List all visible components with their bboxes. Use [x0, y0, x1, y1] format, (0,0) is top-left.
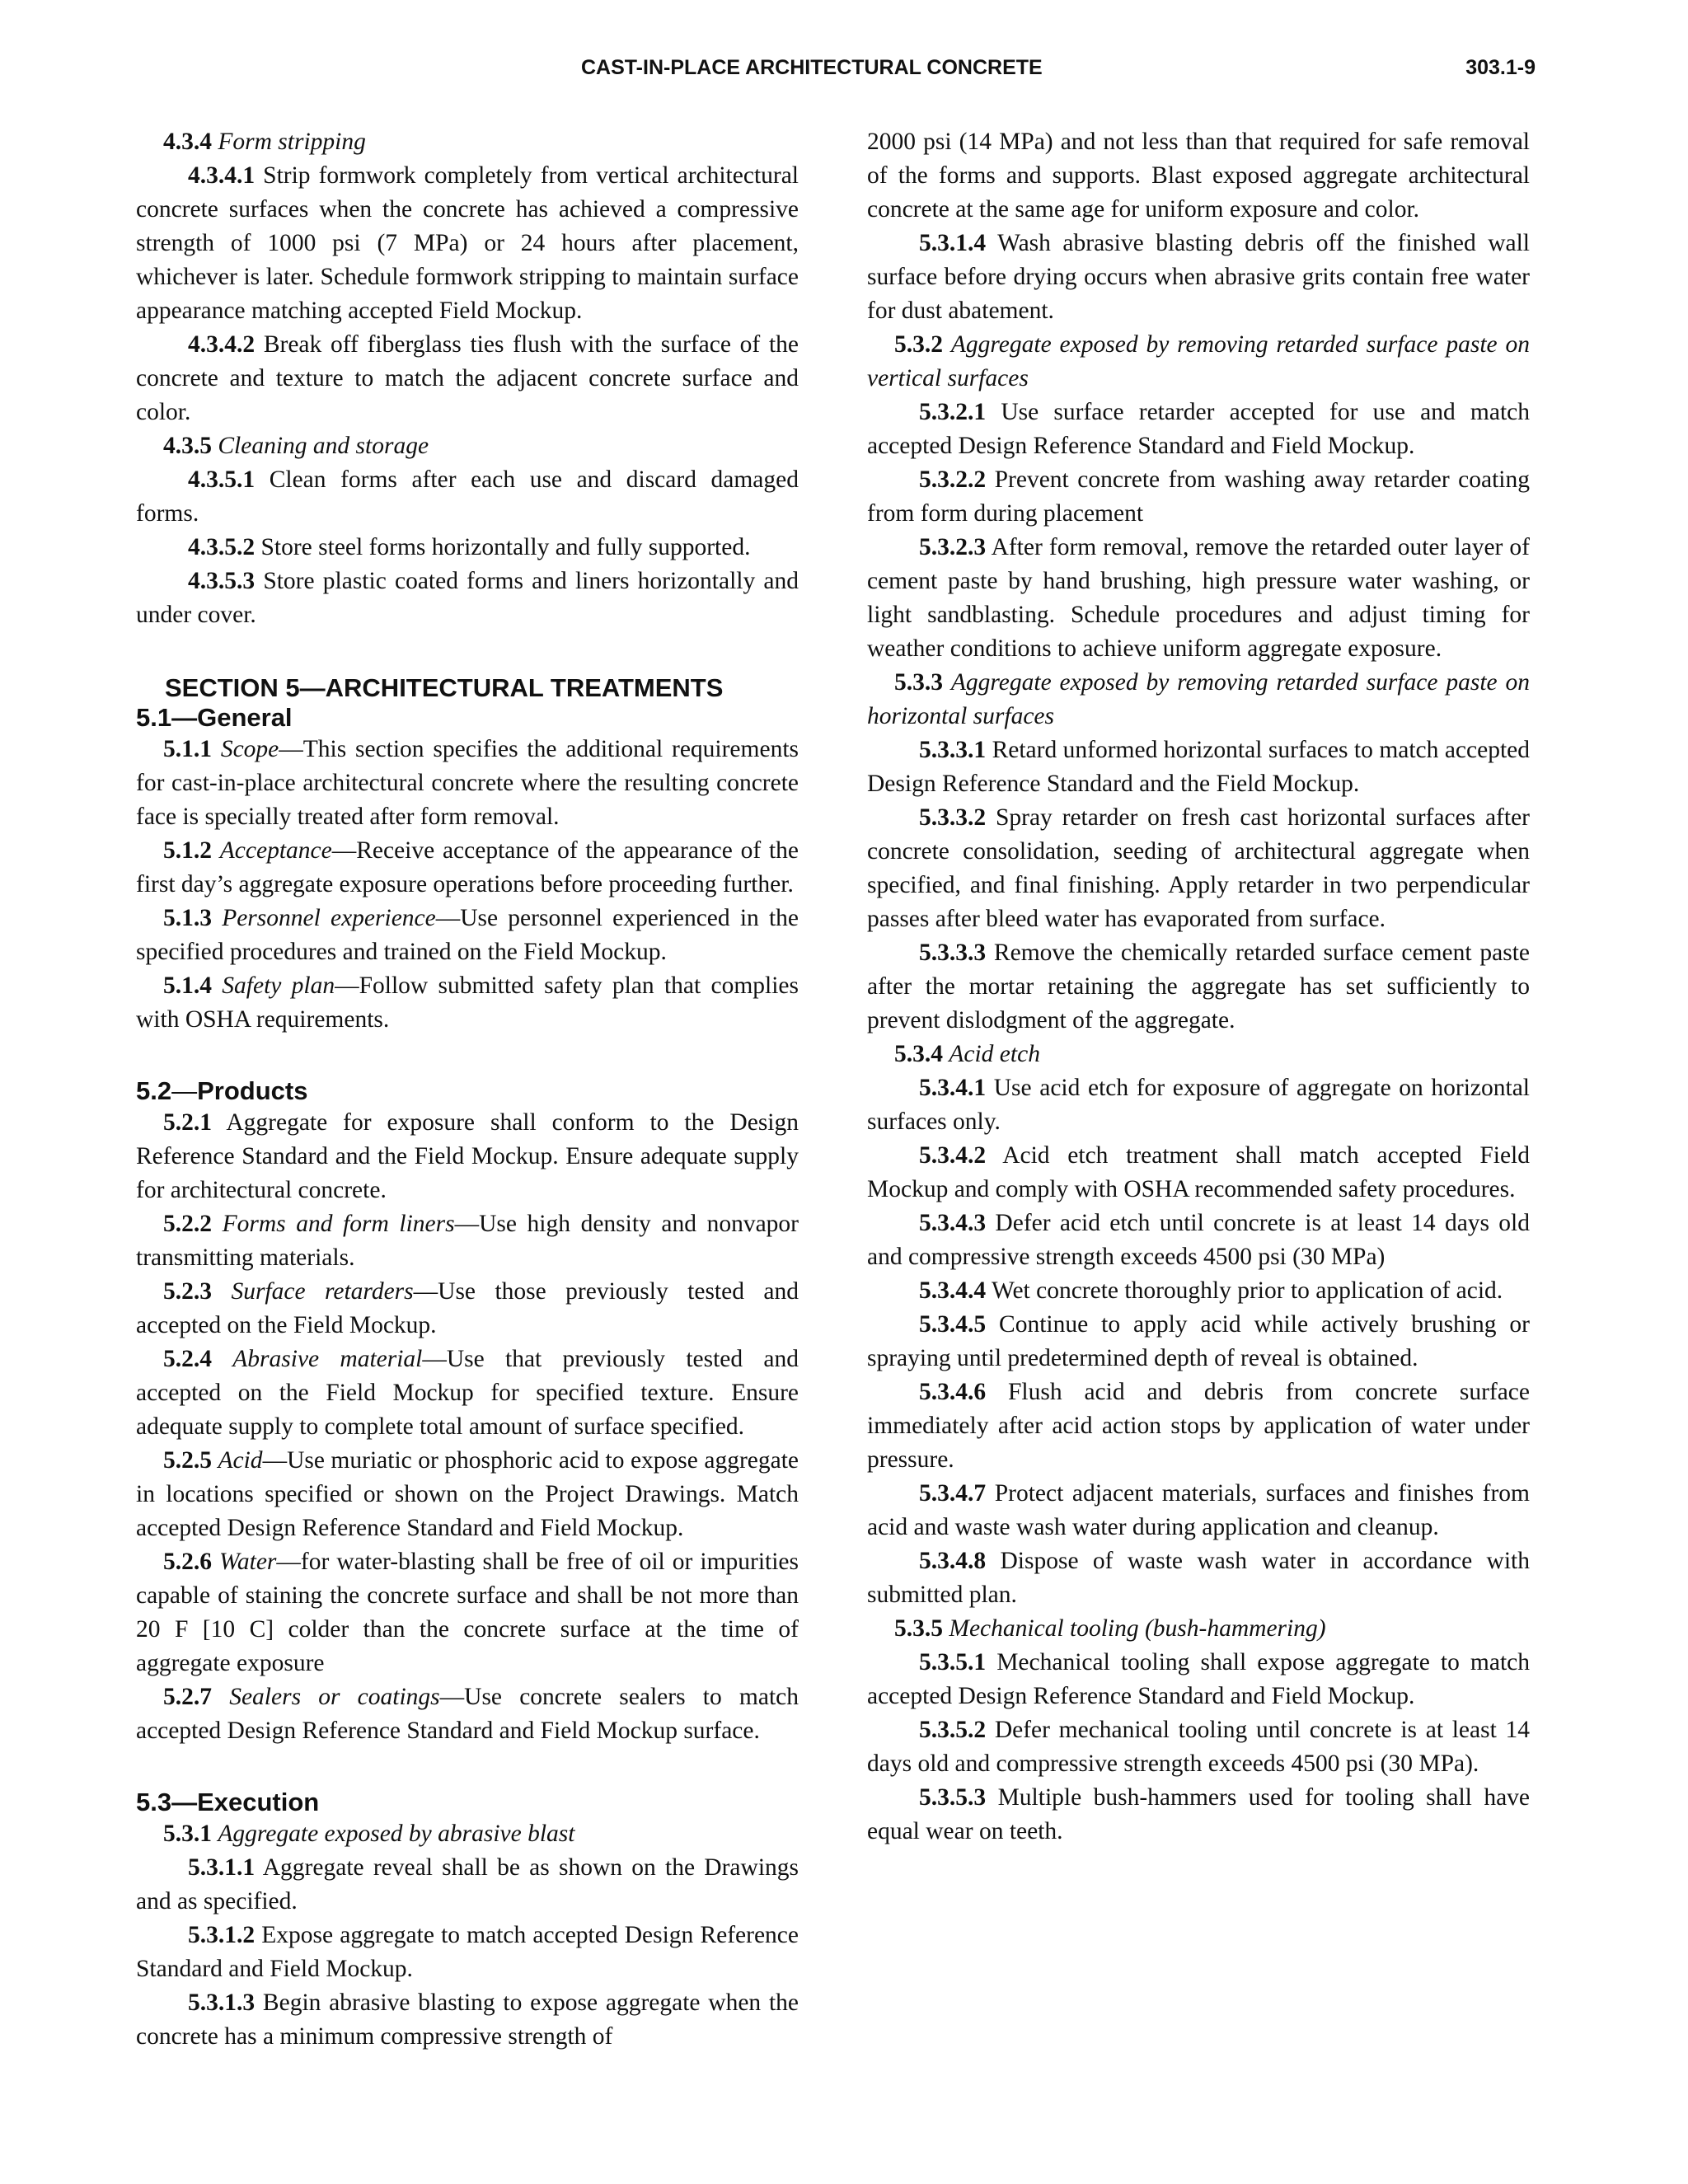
- subsection-heading: 5.3.2 Aggregate exposed by removing retarded surface paste on vertical surfaces: [867, 331, 1531, 391]
- left-column: [136, 125, 799, 2054]
- paragraph: 4.3.4.1 Strip formwork completely from vertical architectural concrete surfaces when the concrete has achieved a compressive strength of 1000 psi (7 MPa) or 24 hours after placement, whichever is later. Schedule formwork stripping to maintain surface appearance matching accepted Field Mockup.: [136, 162, 799, 324]
- paragraph: 5.3.4.6 Flush acid and debris from concrete surface immediately after acid action stops by application of water under pressure.: [867, 1379, 1530, 1473]
- paragraph: 5.3.4.1 Use acid etch for exposure of aggregate on horizontal surfaces only.: [867, 1075, 1531, 1135]
- paragraph: 5.3.1.1 Aggregate reveal shall be as shown on the Drawings and as specified.: [136, 1854, 799, 1915]
- paragraph: 5.2.4 Abrasive material—Use that previously tested and accepted on the Field Mockup for specified texture. Ensure adequate supply to complete total amount of surface specified.: [136, 1346, 799, 1440]
- paragraph: 5.3.4.7 Protect adjacent materials, surfaces and finishes from acid and waste wash water during application and cleanup.: [867, 1480, 1531, 1540]
- subsection-heading: 5.3.4 Acid etch: [894, 1041, 1040, 1067]
- paragraph: 5.3.4.3 Defer acid etch until concrete is at least 14 days old and compressive strength exceeds 4500 psi (30 MPa): [867, 1210, 1531, 1270]
- paragraph: 5.3.4.4 Wet concrete thoroughly prior to application of acid.: [919, 1277, 1503, 1304]
- running-title: CAST-IN-PLACE ARCHITECTURAL CONCRETE: [581, 56, 1043, 79]
- subsection-heading: 5.3.1 Aggregate exposed by abrasive blast: [163, 1821, 575, 1847]
- paragraph: 5.3.5.1 Mechanical tooling shall expose aggregate to match accepted Design Reference Standard and Field Mockup.: [867, 1649, 1531, 1709]
- paragraph: 4.3.4.2 Break off fiberglass ties flush with the surface of the concrete and texture to match the adjacent concrete surface and color.: [136, 331, 799, 425]
- heading-5-2: 5.2—Products: [136, 1076, 308, 1105]
- paragraph: 4.3.5.2 Store steel forms horizontally and fully supported.: [188, 534, 751, 560]
- paragraph: 5.3.1.3 Begin abrasive blasting to expose aggregate when the concrete has a minimum compressive strength of: [136, 1990, 799, 2050]
- paragraph: 5.1.1 Scope—This section specifies the additional requirements for cast-in-place architectural concrete where the resulting concrete face is specially treated after form removal.: [136, 736, 799, 830]
- paragraph: 5.2.6 Water—for water-blasting shall be free of oil or impurities capable of staining the concrete surface and shall be not more than 20 F [10 C] colder than the concrete surface at the time of aggregate exposure: [136, 1549, 799, 1676]
- paragraph: 5.3.2.1 Use surface retarder accepted for use and match accepted Design Reference Standard and Field Mockup.: [867, 399, 1530, 459]
- paragraph-continued: 2000 psi (14 MPa) and not less than that required for safe removal of the forms and supports. Blast exposed aggregate architectural concrete at the same age for uniform exposure and color.: [867, 129, 1530, 223]
- subsection-heading: 5.3.3 Aggregate exposed by removing retarded surface paste on horizontal surfaces: [867, 669, 1531, 729]
- heading-5-3: 5.3—Execution: [136, 1788, 320, 1816]
- paragraph: 5.3.4.5 Continue to apply acid while actively brushing or spraying until predetermined depth of reveal is obtained.: [867, 1311, 1530, 1371]
- page-number: 303.1-9: [1465, 56, 1536, 79]
- paragraph: 4.3.5.3 Store plastic coated forms and liners horizontally and under cover.: [136, 568, 799, 628]
- paragraph: 5.3.5.3 Multiple bush-hammers used for tooling shall have equal wear on teeth.: [867, 1784, 1531, 1844]
- paragraph: 5.3.1.2 Expose aggregate to match accepted Design Reference Standard and Field Mockup.: [136, 1922, 799, 1982]
- running-header: [0, 56, 1688, 89]
- paragraph: 5.2.2 Forms and form liners—Use high density and nonvapor transmitting materials.: [136, 1211, 799, 1271]
- subsection-heading: 4.3.5 Cleaning and storage: [163, 433, 429, 459]
- right-column: [867, 125, 1530, 1849]
- paragraph: 5.3.4.8 Dispose of waste wash water in accordance with submitted plan.: [867, 1548, 1531, 1608]
- paragraph: 4.3.5.1 Clean forms after each use and discard damaged forms.: [136, 466, 799, 527]
- paragraph: 5.2.3 Surface retarders—Use those previously tested and accepted on the Field Mockup.: [136, 1278, 799, 1338]
- paragraph: 5.3.3.2 Spray retarder on fresh cast horizontal surfaces after concrete consolidation, seeding of architectural aggregate when specified, and final finishing. Apply retarder in two perpendicular passes after bleed water has evaporated from surface.: [867, 804, 1530, 932]
- subsection-heading: 4.3.4 Form stripping: [163, 129, 366, 155]
- section-heading: SECTION 5—ARCHITECTURAL TREATMENTS: [165, 673, 724, 702]
- paragraph: 5.2.1 Aggregate for exposure shall conform to the Design Reference Standard and the Field Mockup. Ensure adequate supply for architectural concrete.: [136, 1109, 799, 1203]
- subsection-heading: 5.3.5 Mechanical tooling (bush-hammering): [894, 1615, 1326, 1642]
- paragraph: 5.1.3 Personnel experience—Use personnel experienced in the specified procedures and trained on the Field Mockup.: [136, 905, 799, 965]
- paragraph: 5.3.3.3 Remove the chemically retarded surface cement paste after the mortar retaining the aggregate has set sufficiently to prevent dislodgment of the aggregate.: [867, 940, 1531, 1033]
- paragraph: 5.3.3.1 Retard unformed horizontal surfaces to match accepted Design Reference Standard and the Field Mockup.: [867, 737, 1531, 797]
- paragraph: 5.3.2.3 After form removal, remove the retarded outer layer of cement paste by hand brushing, high pressure water washing, or light sandblasting. Schedule procedures and adjust timing for weather conditions to achieve uniform aggregate exposure.: [867, 534, 1530, 662]
- paragraph: 5.3.2.2 Prevent concrete from washing away retarder coating from form during placement: [867, 466, 1531, 527]
- paragraph: 5.1.4 Safety plan—Follow submitted safety plan that complies with OSHA requirements.: [136, 972, 799, 1033]
- heading-5-1: 5.1—General: [136, 703, 293, 732]
- paragraph: 5.3.5.2 Defer mechanical tooling until concrete is at least 14 days old and compressive strength exceeds 4500 psi (30 MPa).: [867, 1717, 1530, 1777]
- paragraph: 5.1.2 Acceptance—Receive acceptance of the appearance of the first day’s aggregate exposure operations before proceeding further.: [136, 837, 799, 898]
- paragraph: 5.2.7 Sealers or coatings—Use concrete sealers to match accepted Design Reference Standard and Field Mockup surface.: [136, 1684, 799, 1744]
- paragraph: 5.2.5 Acid—Use muriatic or phosphoric acid to expose aggregate in locations specified or shown on the Project Drawings. Match accepted Design Reference Standard and Field Mockup.: [136, 1447, 799, 1541]
- paragraph: 5.3.1.4 Wash abrasive blasting debris off the finished wall surface before drying occurs when abrasive grits contain free water for dust abatement.: [867, 230, 1531, 324]
- paragraph: 5.3.4.2 Acid etch treatment shall match accepted Field Mockup and comply with OSHA recommended safety procedures.: [867, 1142, 1530, 1202]
